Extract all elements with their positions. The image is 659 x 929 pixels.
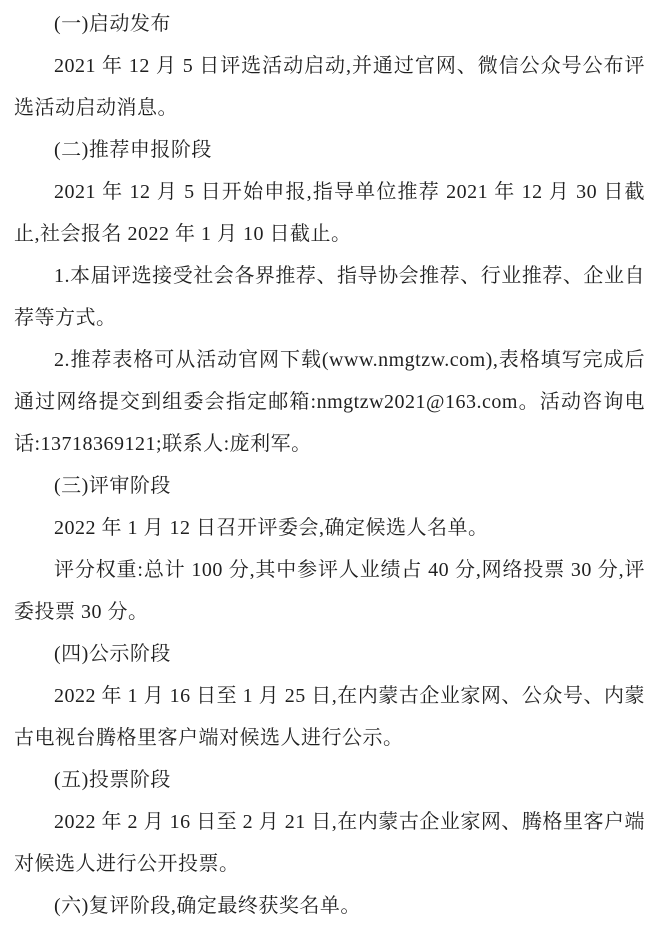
paragraph: 评分权重:总计 100 分,其中参评人业绩占 40 分,网络投票 30 分,评委投票 30 分。 bbox=[14, 559, 645, 623]
paragraph: 2021 年 12 月 5 日开始申报,指导单位推荐 2021 年 12 月 30 日截止,社会报名 2022 年 1 月 10 日截止。 bbox=[14, 181, 645, 245]
paragraph: 2022 年 1 月 16 日至 1 月 25 日,在内蒙古企业家网、公众号、内蒙古电视台腾格里客户端对候选人进行公示。 bbox=[14, 685, 645, 749]
section-heading: (四)公示阶段 bbox=[54, 643, 171, 665]
paragraph: 2022 年 1 月 12 日召开评委会,确定候选人名单。 bbox=[54, 517, 489, 539]
section-heading: (六)复评阶段,确定最终获奖名单。 bbox=[54, 895, 361, 917]
paragraph: 2021 年 12 月 5 日评选活动启动,并通过官网、微信公众号公布评选活动启动消息。 bbox=[14, 55, 645, 119]
section-heading: (一)启动发布 bbox=[54, 13, 171, 35]
paragraph: 2.推荐表格可从活动官网下载(www.nmgtzw.com),表格填写完成后通过网络提交到组委会指定邮箱:nmgtzw2021@163.com。活动咨询电话:13718369121;联系人:庞利军。 bbox=[14, 349, 645, 455]
section-heading: (二)推荐申报阶段 bbox=[54, 139, 212, 161]
document-body bbox=[14, 3, 645, 927]
section-heading: (五)投票阶段 bbox=[54, 769, 171, 791]
paragraph: 2022 年 2 月 16 日至 2 月 21 日,在内蒙古企业家网、腾格里客户端对候选人进行公开投票。 bbox=[14, 811, 645, 875]
paragraph: 1.本届评选接受社会各界推荐、指导协会推荐、行业推荐、企业自荐等方式。 bbox=[14, 265, 645, 329]
section-heading: (三)评审阶段 bbox=[54, 475, 171, 497]
